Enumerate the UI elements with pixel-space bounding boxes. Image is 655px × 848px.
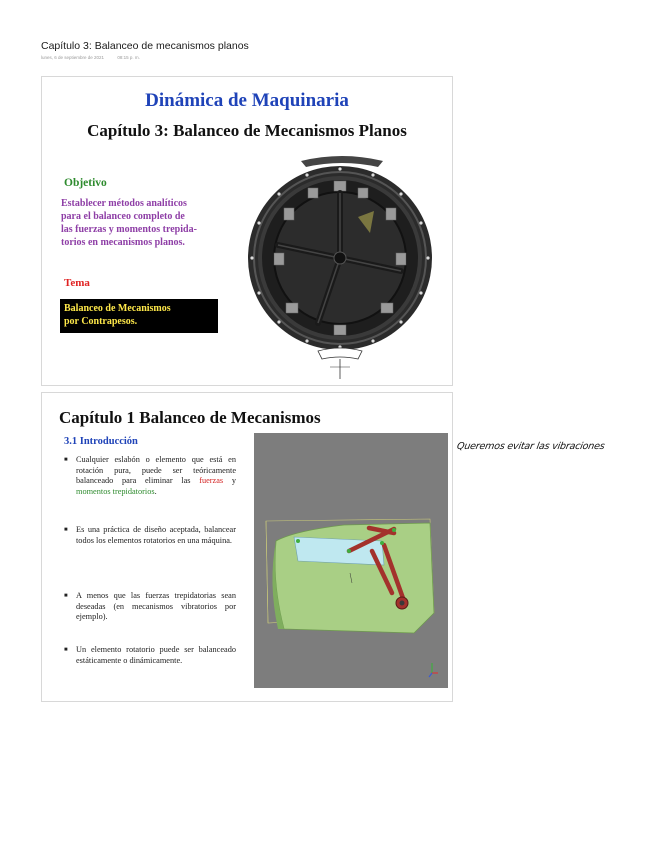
objective-line: Establecer métodos analíticos [61,198,187,209]
mechanism-simulation [254,433,448,688]
page-date: lunes, 6 de septiembre de 2021 [41,55,105,60]
slide-1 [41,76,453,386]
page-time: 08:15 p. m. [117,55,140,60]
objective-line: las fuerzas y momentos trepida- [61,224,197,235]
slide1-subtitle: Capítulo 3: Balanceo de Mecanismos Planos [87,121,407,140]
slide-2 [41,392,453,702]
bullet-item: ■ Un elemento rotatorio puede ser balanceado estáticamente o dinámicamente. [64,645,236,666]
handwritten-note: Queremos evitar las vibraciones [456,441,606,452]
moments-word: momentos trepidatorios [76,486,155,496]
page-title: Capítulo 3: Balanceo de mecanismos planos [41,40,249,52]
wheel-illustration [246,153,438,381]
forces-word: fuerzas [199,476,224,485]
objective-text [61,197,251,249]
slide2-title: Capítulo 1 Balanceo de Mecanismos [59,408,321,427]
bullet-item: ■ Cualquier eslabón o elemento que está en rotación pura, puede ser teóricamente balanceado para eliminar las fuerzas y momentos trepidatorios. [64,455,236,497]
objective-line: torios en mecanismos planos. [61,237,185,248]
topic-line: Balanceo de Mecanismos [64,303,171,314]
topic-line: por Contrapesos. [64,316,138,327]
objective-line: para el balanceo completo de [61,211,185,222]
bullet-item: ■ Es una práctica de diseño aceptada, balancear todos los elementos rotatorios en una máquina. [64,525,236,546]
page-meta [41,55,152,60]
slide1-title: Dinámica de Maquinaria [145,90,349,111]
topic-heading: Tema [64,277,90,289]
bullet-item: ■ A menos que las fuerzas trepidatorias sean deseadas (en mecanismos vibratorios por ejemplo). [64,591,236,623]
objective-heading: Objetivo [64,177,107,189]
topic-box [60,299,218,333]
section-heading: 3.1 Introducción [64,436,138,447]
